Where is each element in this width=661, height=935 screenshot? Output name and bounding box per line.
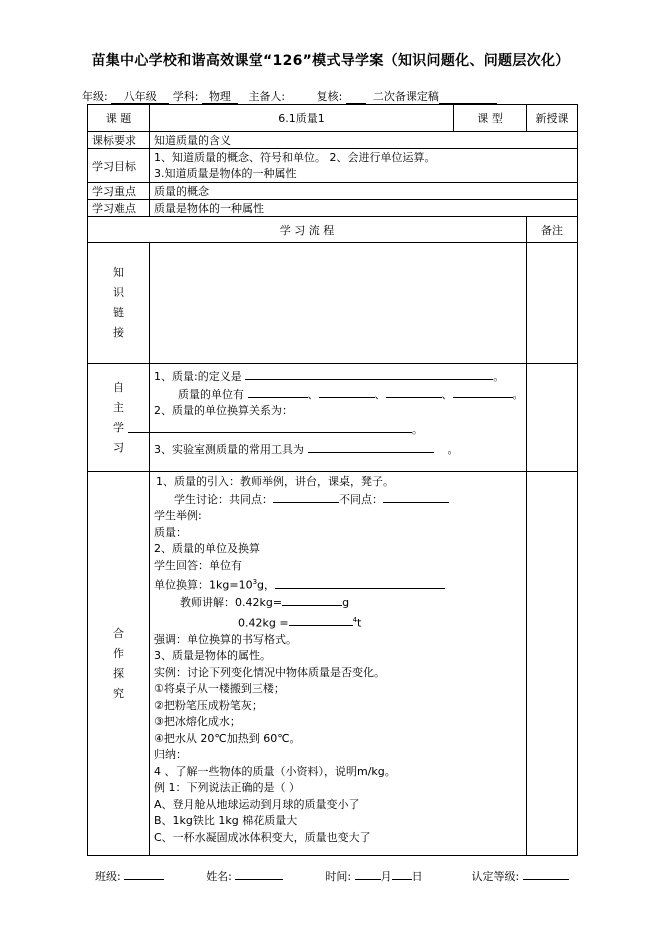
name-label: 姓名: (206, 870, 232, 883)
rating-label: 认定等级: (471, 870, 520, 883)
cooperative-inquiry-content: 1、质量的引入：教师举例，讲台，课桌，凳子。 学生讨论：共同点： 不同点： 学生举例: 质量： 2、质量的单位及换算 学生回答：单位有 单位换算：$1kg=10^3g$， 教师讲解：0.42kg= g 0.42kg = $^4$t 强调：单位换算的书写格式。 3、质量是物体的属性。 实例：讨论下列变化情况中物体质量是否变化。 ①将桌子从一楼搬到三楼； ②把粉笔压成粉笔灰； ③把冰熔化成水； ④把水从 20℃加热到 60℃。 归纳： 4 、了解一些物体的质量（小资料），说明m/kg。 例 1：下列说法正确的是（ ） A、登月舱从地球运动到月球的质量变小了 B、1kg铁比 1kg 棉花质量大 C、一杯水凝固成冰体积变大，质量也变大了 (150, 472, 527, 856)
self-q1a: 1、质量:的定义是 (154, 369, 242, 383)
time-label: 时间: (325, 870, 352, 883)
objective-line-2: 3.知道质量是物体的一种属性 (154, 166, 297, 180)
type-label: 课 型 (454, 105, 527, 132)
standard-value: 知道质量的含义 (150, 132, 578, 149)
self-study-content: 1、质量:的定义是 。 质量的单位有 、 、 、 。 2、质量的单位换算关系为： 。 3、实验室测质量的常用工具为 。 (150, 364, 527, 472)
process-header: 学 习 流 程 (88, 217, 527, 243)
cooperative-inquiry-notes (527, 472, 578, 856)
section-cooperative-inquiry: 合 作 探 究 (88, 472, 150, 856)
key-value: 质量的概念 (150, 183, 578, 200)
difficulty-value: 质量是物体的一种属性 (150, 200, 578, 217)
self-study-notes (527, 364, 578, 472)
final-label: 二次备课定稿 (372, 90, 439, 103)
subject-label: 学科: (172, 90, 199, 103)
preparer-label: 主备人: (248, 90, 286, 103)
knowledge-link-notes (527, 243, 578, 364)
standard-label: 课标要求 (88, 132, 150, 149)
key-label: 学习重点 (88, 183, 150, 200)
difficulty-label: 学习难点 (88, 200, 150, 217)
objective-line-1: 1、知道质量的概念、符号和单位。 2、会进行单位运算。 (154, 150, 436, 164)
self-q1b: 质量的单位有 (178, 387, 244, 401)
notes-header: 备注 (527, 217, 578, 243)
meta-line (82, 88, 497, 104)
section-self-study: 自 主 学 习 (88, 364, 150, 472)
objective-value (150, 149, 578, 183)
grade-label: 年级: (82, 90, 108, 103)
self-q3: 3、实验室测质量的常用工具为 (154, 442, 304, 456)
knowledge-link-content (150, 243, 527, 364)
document-title: 苗集中心学校和谐高效课堂“126”模式导学案（知识问题化、问题层次化） (91, 53, 570, 69)
review-label: 复核: (316, 90, 343, 103)
lesson-table (87, 104, 578, 856)
type-value: 新授课 (527, 105, 578, 132)
grade-value: 八年级 (111, 91, 169, 104)
subject-value: 物理 (202, 91, 238, 104)
topic-value: 6.1质量1 (150, 105, 454, 132)
objective-label: 学习目标 (88, 149, 150, 183)
self-q2: 2、质量的单位换算关系为： (154, 403, 293, 417)
section-knowledge-link: 知 识 链 接 (88, 243, 150, 364)
topic-label: 课 题 (88, 105, 150, 132)
footer: 班级: 姓名: 时间: 月 日 认定等级: (95, 868, 585, 884)
class-label: 班级: (95, 870, 121, 883)
